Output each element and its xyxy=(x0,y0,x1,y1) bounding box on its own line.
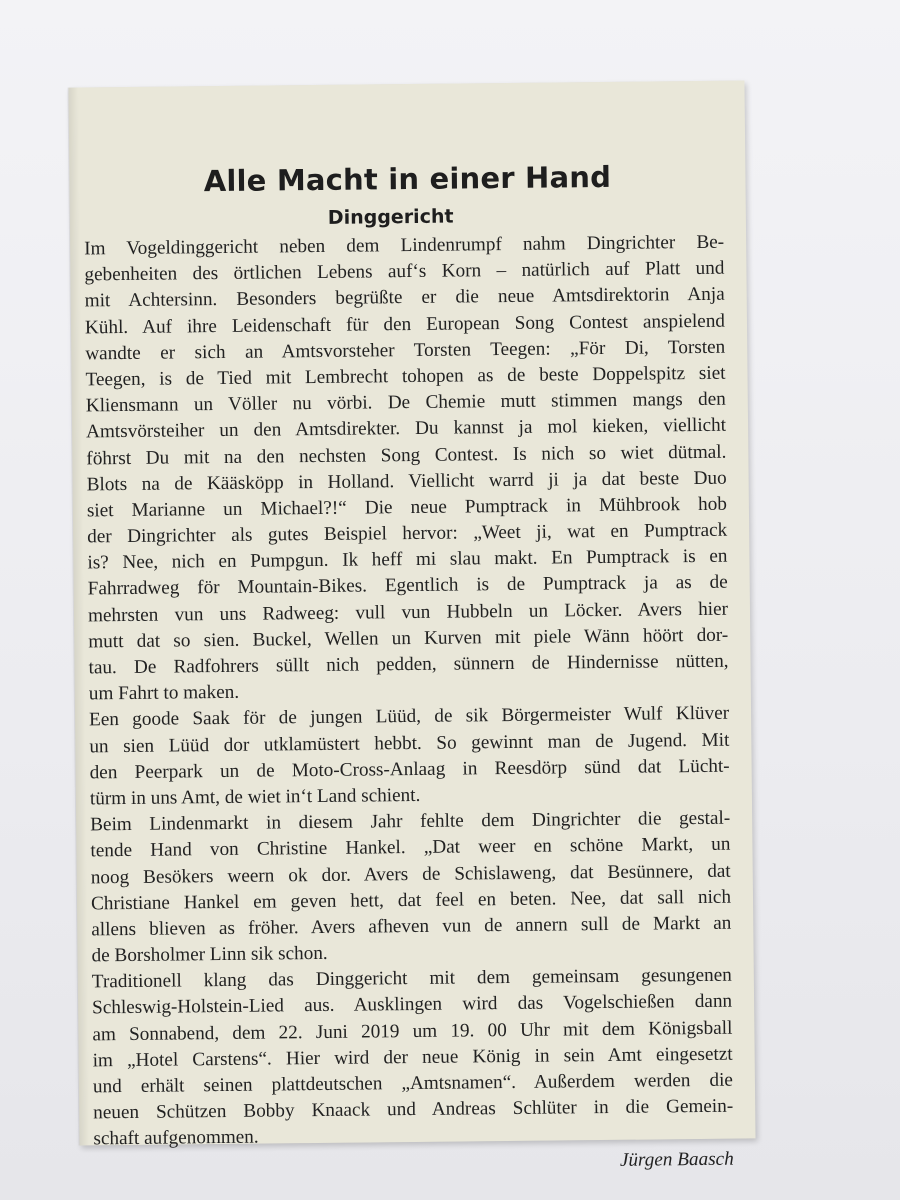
text-line: mehrsten vun uns Radweeg: vull vun Hubbeln un Löcker. Avers hier xyxy=(87,598,729,627)
text-line: Schleswig-Holstein-Lied aus. Ausklingen wird das Vogelschießen dann xyxy=(92,991,733,1019)
text-line: schaft aufgenommen. xyxy=(93,1127,259,1150)
text-line: Kühl. Auf ihre Leidenschaft für den European Song Contest anspielend xyxy=(84,310,726,338)
text-line: Im Vogeldinggericht neben dem Lindenrumpf nahm Dingrichter Be- xyxy=(84,231,725,260)
text-line: Teegen, is de Tied mit Lembrecht tohopen as de beste Doppelspitz siet xyxy=(85,362,726,391)
text-line: Kliensmann un Völler nu vörbi. De Chemie mutt stimmen mangs den xyxy=(85,388,726,417)
text-line: Beim Lindenmarkt in diesem Jahr fehlte dem Dingrichter die gestal- xyxy=(90,807,731,836)
text-line: gebenheiten des örtlichen Lebens auf‘s Korn – natürlich auf Platt und xyxy=(84,257,725,286)
text-line: wandte er sich an Amtsvorsteher Torsten Teegen: „För Di, Torsten xyxy=(85,336,726,365)
text-line: Fahrradweg för Mountain-Bikes. Egentlich is de Pumptrack ja as de xyxy=(87,572,728,600)
text-line: de Borsholmer Linn sik schon. xyxy=(91,942,328,967)
text-line: Amtsvörsteiher un den Amtsdirekter. Du kannst ja mol kieken, viellicht xyxy=(85,415,727,443)
text-line: tau. De Radfohrers süllt nich pedden, sünnern de Hindernisse nütten, xyxy=(88,650,729,679)
text-line: um Fahrt to maken. xyxy=(88,682,240,705)
text-line: Blots na de Kääsköpp in Holland. Viellicht warrd ji ja dat beste Duo xyxy=(86,467,727,496)
author-signature: Jürgen Baasch xyxy=(619,1148,734,1171)
text-line: un sien Lüüd dor utklamüstert hebbt. So gewinnt man de Jugend. Mit xyxy=(89,729,730,757)
text-line: Een goode Saak för de jungen Lüüd, de sik Börgermeister Wulf Klüver xyxy=(88,703,730,731)
text-line: Christiane Hankel em geven hett, dat feel en beten. Nee, dat sall nich xyxy=(90,886,732,915)
text-line: der Dingrichter als gutes Beispiel hervor: „Weet ji, wat en Pumptrack xyxy=(87,519,728,548)
text-line: mutt dat so sien. Buckel, Wellen un Kurven mit piele Wänn höört dor- xyxy=(88,624,729,653)
text-line: mit Achtersinn. Besonders begrüßte er die neue Amtsdirektorin Anja xyxy=(84,284,725,312)
text-line: allens blieven as fröher. Avers afheven vun de annern sull de Markt an xyxy=(91,912,732,941)
text-line: am Sonnabend, dem 22. Juni 2019 um 19. 00 Uhr mit dem Königsball xyxy=(92,1017,733,1045)
text-line: föhrst Du mit na den nechsten Song Contest. Is nich so wiet dütmal. xyxy=(86,441,727,469)
newspaper-clipping xyxy=(68,80,755,1171)
text-line: is? Nee, nich en Pumpgun. Ik heff mi slau makt. En Pumptrack is en xyxy=(87,545,728,574)
article-subtitle: Dinggericht xyxy=(327,205,454,229)
text-line: noog Besökers weern ok dor. Avers de Schislaweng, dat Besünnere, dat xyxy=(90,860,731,888)
text-line: neuen Schützen Bobby Knaack und Andreas Schlüter in die Gemein- xyxy=(93,1095,734,1124)
text-line: und erhält seinen plattdeutschen „Amtsnamen“. Außerdem werden die xyxy=(92,1069,734,1098)
text-line: tende Hand von Christine Hankel. „Dat weer en schöne Markt, un xyxy=(90,833,731,862)
text-line: den Peerpark un de Moto-Cross-Anlaag in Reesdörp sünd dat Lücht- xyxy=(89,755,730,784)
text-line: türm in uns Amt, de wiet in‘t Land schient. xyxy=(89,784,421,810)
article-body xyxy=(84,230,734,1179)
text-line: siet Marianne un Michael?!“ Die neue Pumptrack in Mühbrook hob xyxy=(86,493,727,522)
text-line: Traditionell klang das Dinggericht mit dem gemeinsam gesungenen xyxy=(91,964,732,993)
article-title: Alle Macht in einer Hand xyxy=(203,159,612,199)
text-line: im „Hotel Carstens“. Hier wird der neue König in sein Amt eingesetzt xyxy=(92,1043,733,1072)
